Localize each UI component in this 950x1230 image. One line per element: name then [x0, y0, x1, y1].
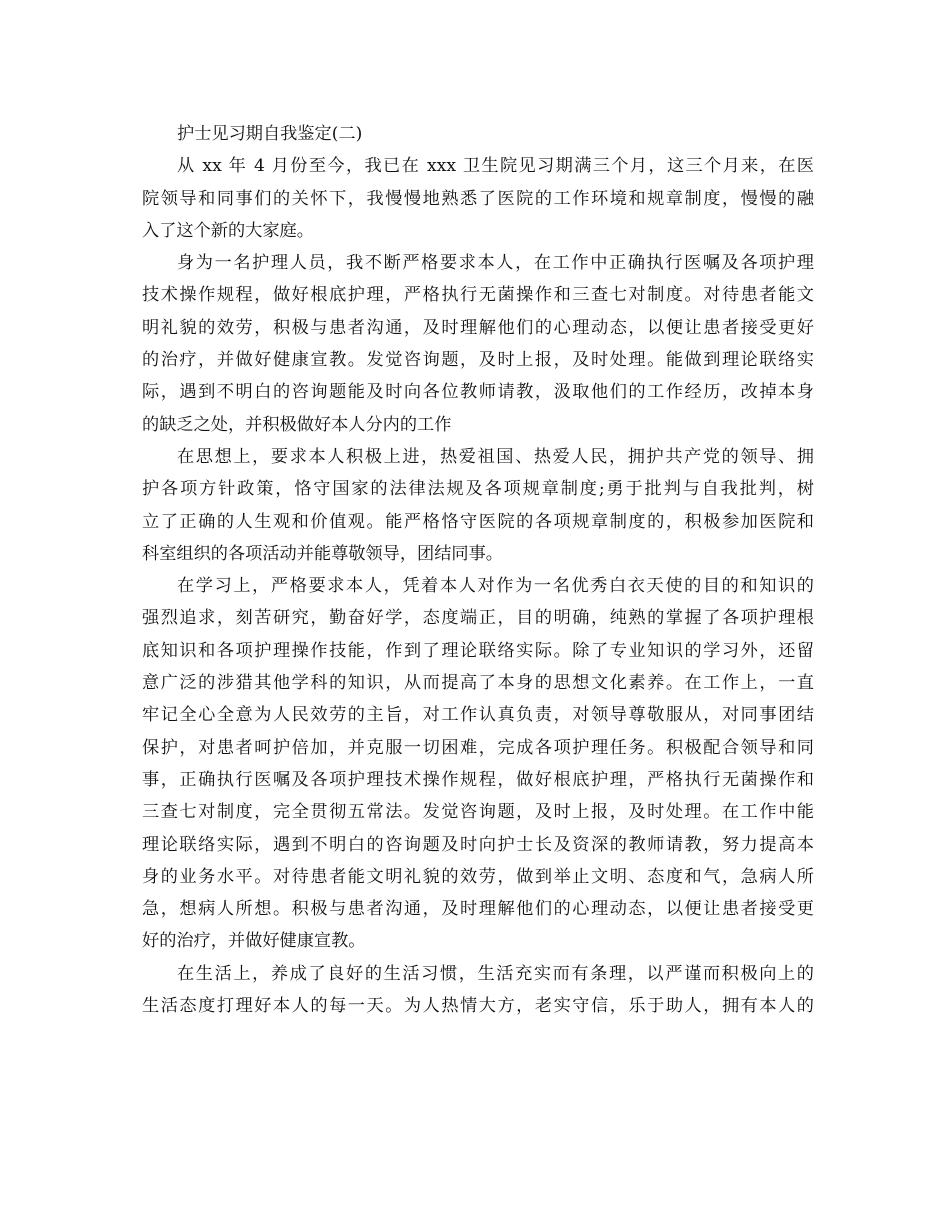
paragraph-line: 意广泛的涉猎其他学科的知识，从而提高了本身的思想文化素养。在工作上，一直	[142, 673, 814, 694]
paragraph-line: 院领导和同事们的关怀下，我慢慢地熟悉了医院的工作环境和规章制度，慢慢的融	[142, 188, 814, 209]
paragraph-line: 在思想上，要求本人积极上进，热爱祖国、热爱人民，拥护共产党的领导、拥	[177, 446, 814, 467]
document-body	[142, 118, 814, 1022]
paragraph-line: 技术操作规程，做好根底护理，严格执行无菌操作和三查七对制度。对待患者能文	[142, 285, 814, 306]
paragraph-line: 明礼貌的效劳，积极与患者沟通，及时理解他们的心理动态，以便让患者接受更好	[142, 317, 814, 338]
paragraph-line: 的缺乏之处，并积极做好本人分内的工作	[142, 414, 452, 435]
paragraph-line: 生活态度打理好本人的每一天。为人热情大方，老实守信，乐于助人，拥有本人的	[142, 996, 814, 1017]
paragraph-line: 身的业务水平。对待患者能文明礼貌的效劳，做到举止文明、态度和气，急病人所	[142, 866, 814, 887]
paragraph-line: 在学习上，严格要求本人，凭着本人对作为一名优秀白衣天使的目的和知识的	[177, 576, 814, 597]
paragraph	[142, 150, 814, 247]
paragraph-line: 牢记全心全意为人民效劳的主旨，对工作认真负责，对领导尊敬服从，对同事团结	[142, 705, 814, 726]
paragraph-line: 理论联络实际，遇到不明白的咨询题及时向护士长及资深的教师请教，努力提高本	[142, 834, 814, 855]
paragraph	[142, 958, 814, 1023]
paragraph-line: 从 xx 年 4 月份至今，我已在 xxx 卫生院见习期满三个月，这三个月来，在医	[177, 156, 814, 177]
paragraph-line: 好的治疗，并做好健康宣教。	[142, 931, 366, 952]
paragraph-line: 急，想病人所想。积极与患者沟通，及时理解他们的心理动态，以便让患者接受更	[142, 899, 814, 920]
paragraph	[142, 247, 814, 441]
paragraph-line: 强烈追求，刻苦研究，勤奋好学，态度端正，目的明确，纯熟的掌握了各项护理根	[142, 608, 814, 629]
paragraph-line: 在生活上，养成了良好的生活习惯，生活充实而有条理，以严谨而积极向上的	[177, 963, 814, 984]
paragraph-line: 入了这个新的大家庭。	[142, 220, 314, 241]
paragraph-line: 护各项方针政策，恪守国家的法律法规及各项规章制度;勇于批判与自我批判，树	[142, 479, 814, 500]
paragraph-line: 身为一名护理人员，我不断严格要求本人，在工作中正确执行医嘱及各项护理	[177, 253, 814, 274]
paragraph-line: 科室组织的各项活动并能尊敬领导，团结同事。	[142, 543, 503, 564]
paragraph-line: 立了正确的人生观和价值观。能严格恪守医院的各项规章制度的，积极参加医院和	[142, 511, 814, 532]
paragraph	[142, 441, 814, 570]
paragraph	[142, 570, 814, 958]
paragraph-line: 底知识和各项护理操作技能，作到了理论联络实际。除了专业知识的学习外，还留	[142, 640, 814, 661]
paragraph-line: 的治疗，并做好健康宣教。发觉咨询题，及时上报，及时处理。能做到理论联络实	[142, 350, 814, 371]
paragraph-line: 事，正确执行医嘱及各项护理技术操作规程，做好根底护理，严格执行无菌操作和	[142, 769, 814, 790]
paragraph-line: 保护，对患者呵护倍加，并克服一切困难，完成各项护理任务。积极配合领导和同	[142, 737, 814, 758]
paragraph-line: 际，遇到不明白的咨询题能及时向各位教师请教，汲取他们的工作经历，改掉本身	[142, 382, 814, 403]
paragraph-line: 三查七对制度，完全贯彻五常法。发觉咨询题，及时上报，及时处理。在工作中能	[142, 802, 814, 823]
document-title: 护士见习期自我鉴定(二)	[177, 124, 363, 144]
